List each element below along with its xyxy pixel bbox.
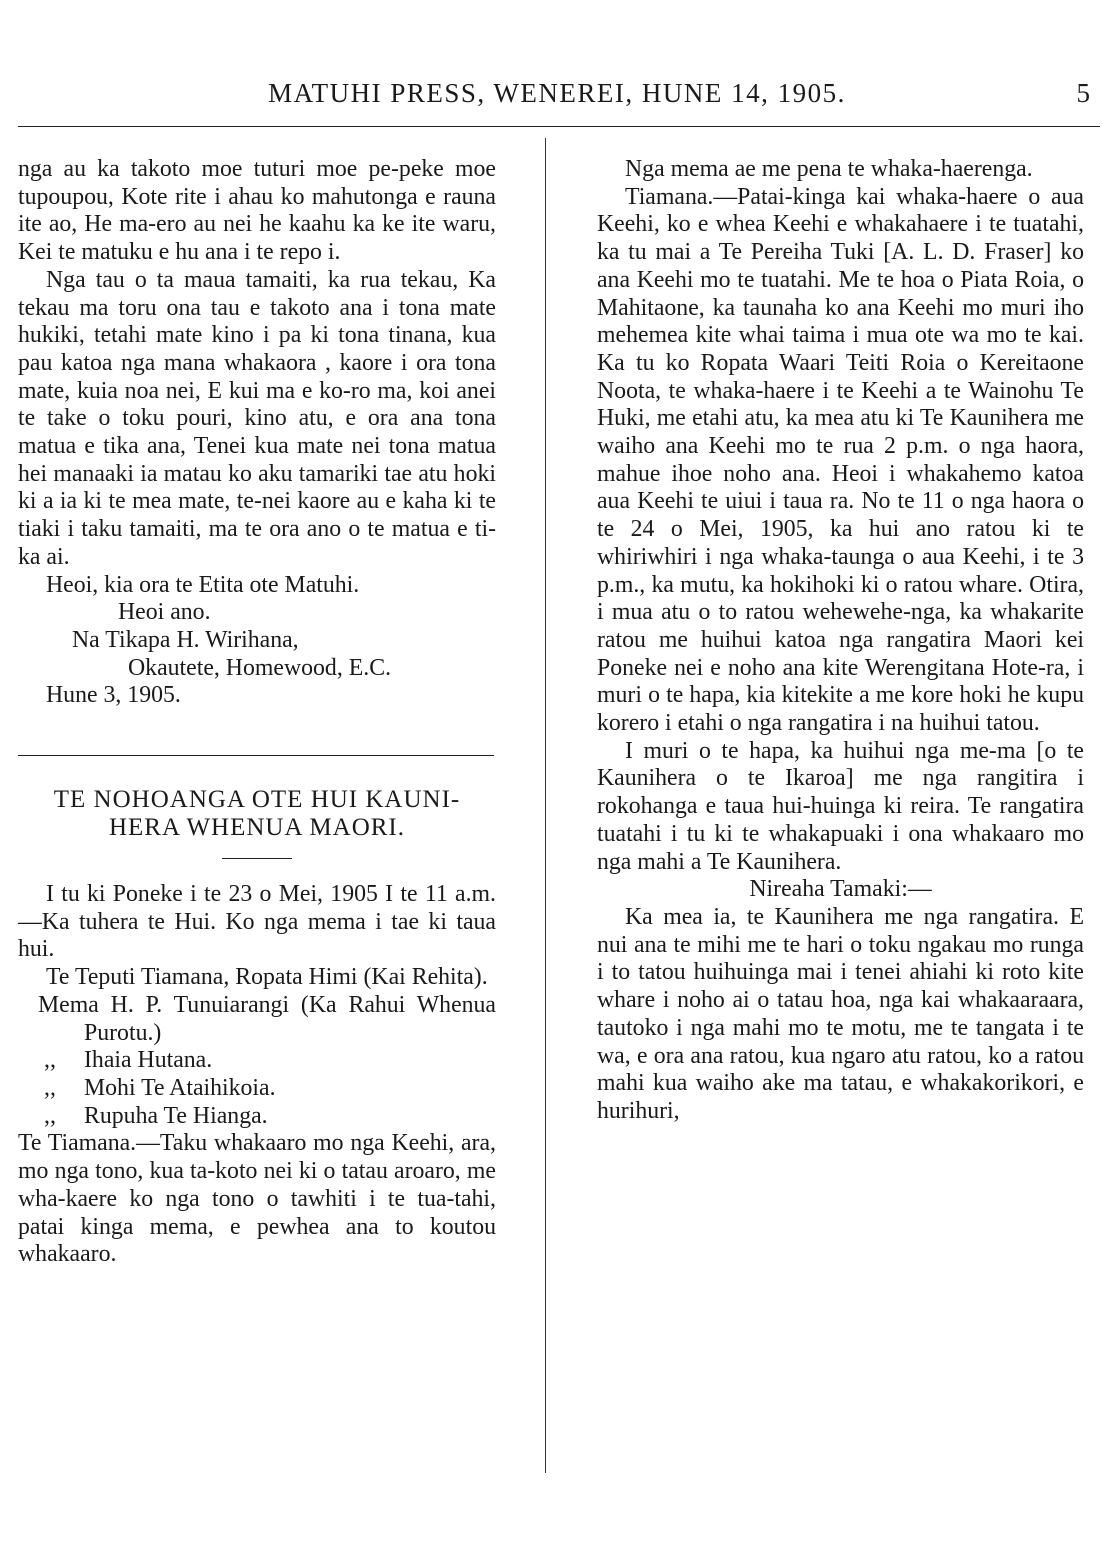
section-separator bbox=[18, 755, 494, 756]
member-line bbox=[18, 1047, 496, 1075]
signature-date: Hune 3, 1905. bbox=[46, 682, 181, 709]
letter-closing: Heoi, kia ora te Etita ote Matuhi. bbox=[46, 571, 360, 598]
right-paragraph-4: Ka mea ia, te Kaunihera me nga rangatira. E nui ana te mihi me te hari o toku ngakau mo runga i to tatou huihuinga mai i tenei ahiahi ki roto kite whare i noho ai o tatau hoa, nga kai whakaaraara, tautoko i nga mahi mo te motu, me te tangata i te wa, e ora ana ratou, kua ngaro atu ratou, ko a ratou mahi kua waiho ake ma tatau, e whakakorikori, e hurihuri, bbox=[597, 903, 1084, 1124]
ditto-mark: ,, bbox=[44, 1102, 56, 1129]
member-name: Rupuha Te Hianga. bbox=[84, 1102, 268, 1129]
member-name: Mohi Te Ataihikoia. bbox=[84, 1074, 276, 1101]
heading-short-rule bbox=[222, 858, 292, 859]
section-heading-line-1: TE NOHOANGA OTE HUI KAUNI- bbox=[53, 786, 461, 814]
member-line bbox=[18, 1075, 496, 1103]
ditto-mark: ,, bbox=[44, 1074, 56, 1101]
minutes-paragraph-3: Mema H. P. Tunuiarangi (Ka Rahui Whenua Purotu.) bbox=[38, 991, 496, 1046]
right-column bbox=[597, 156, 1084, 1126]
signature-place: Okautete, Homewood, E.C. bbox=[128, 654, 392, 681]
minutes-paragraph-1: I tu ki Poneke i te 23 o Mei, 1905 I te 11 a.m.—Ka tuhera te Hui. Ko nga mema i tae ki taua hui. bbox=[18, 881, 496, 963]
section-heading-line-2: HERA WHENUA MAORI. bbox=[108, 814, 405, 842]
right-paragraph-1: Nga mema ae me pena te whaka-haerenga. bbox=[625, 156, 1033, 182]
left-column bbox=[18, 156, 496, 1269]
page-number: 5 bbox=[1076, 78, 1090, 108]
speaker-name: Nireaha Tamaki:— bbox=[749, 876, 932, 903]
signature-name: Na Tikapa H. Wirihana, bbox=[72, 626, 299, 653]
letter-paragraph-1: nga au ka takoto moe tuturi moe pe-peke moe tupoupou, Kote rite i ahau ko mahutonga e rauna ite ao, He ma-ero au nei he kaahu ka ke ite waru, Kei te matuku e hu ana i te repo i. bbox=[18, 156, 496, 266]
member-line bbox=[18, 1103, 496, 1131]
minutes-paragraph-2: Te Teputi Tiamana, Ropata Himi (Kai Rehita). bbox=[46, 964, 488, 991]
right-paragraph-3: I muri o te hapa, ka huihui nga me-ma [o te Kaunihera o te Ikaroa] me nga rangitira i rokohanga e taua hui-huinga ki reira. Te rangatira tuatahi i tu ki te whakapuaki i ona whakaaro mo nga mahi a Te Kaunihera. bbox=[597, 737, 1084, 875]
column-divider bbox=[545, 138, 546, 1473]
minutes-paragraph-4: Te Tiamana.—Taku whakaaro mo nga Keehi, ara, mo nga tono, kua ta-koto nei ki o tatau aroaro, me wha-kaere ko nga tono o tawhiti i te tua-tahi, patai kinga mema, e pewhea ana to koutou whakaaro. bbox=[18, 1130, 496, 1268]
page-header bbox=[0, 78, 1114, 118]
right-paragraph-2: Tiamana.—Patai-kinga kai whaka-haere o aua Keehi, ko e whea Keehi e whakahaere i te tuatahi, ka tu mai a Te Pereiha Tuki [A. L. D. Fraser] ko ana Keehi mo te tuatahi. Me te hoa o Piata Roia, o Mahitaone, ka taunaha ko ana Keehi mo muri iho mehemea kite whai taima i mua ote wa mo te kai. Ka tu ko Ropata Waari Teiti Roia o Kereitaone Noota, te whaka-haere i te Keehi a te Wainohu Te Huki, me etahi atu, ka mea atu ki Te Kaunihera me waiho ana Keehi mo te rua 2 p.m. o nga haora, mahue ihoe noho ana. Heoi i whakahemo katoa aua Keehi te uiui i taua ra. No te 11 o nga haora o te 24 o Mei, 1905, ka hui ano ratou ki te whiriwhiri i nga whaka-taunga o aua Keehi, i te 3 p.m., ka mutu, ka hokihoki ki o ratou whare. Otira, i mua atu o to ratou wehewehe-nga, ka whakarite ratou me huihui katoa nga rangatira Maori kei Poneke nei e noho ana kite Werengitana Hote-ra, i muri o te hapa, kia kitekite a me kore hoki he kupu korero i etahi o nga rangatira i na huihui tatou. bbox=[597, 183, 1084, 737]
letter-closing-2: Heoi ano. bbox=[118, 599, 211, 626]
ditto-mark: ,, bbox=[44, 1047, 56, 1074]
member-name: Ihaia Hutana. bbox=[84, 1047, 213, 1074]
header-rule bbox=[18, 126, 1100, 127]
newspaper-title: MATUHI PRESS, WENEREI, HUNE 14, 1905. bbox=[268, 78, 846, 108]
letter-paragraph-2: Nga tau o ta maua tamaiti, ka rua tekau, Ka tekau ma toru ona tau e takoto ana i tona mate hukiki, tetahi mate kino i pa ki tona tinana, kua pau katoa nga mana whakaora , kaore i ora tona mate, kuia noa nei, E kui ma e ko-ro ma, koi anei te take o toku pouri, kino atu, e ora ana tona matua e tika ana, Tenei kua mate nei tona matua hei manaaki ia matau ko aku tamariki tae atu hoki ki a ia ki te mea mate, te-nei kaore au e kaha ki te tiaki i taku tamaiti, ma te ora ano o te matua e ti-ka ai. bbox=[18, 266, 496, 570]
